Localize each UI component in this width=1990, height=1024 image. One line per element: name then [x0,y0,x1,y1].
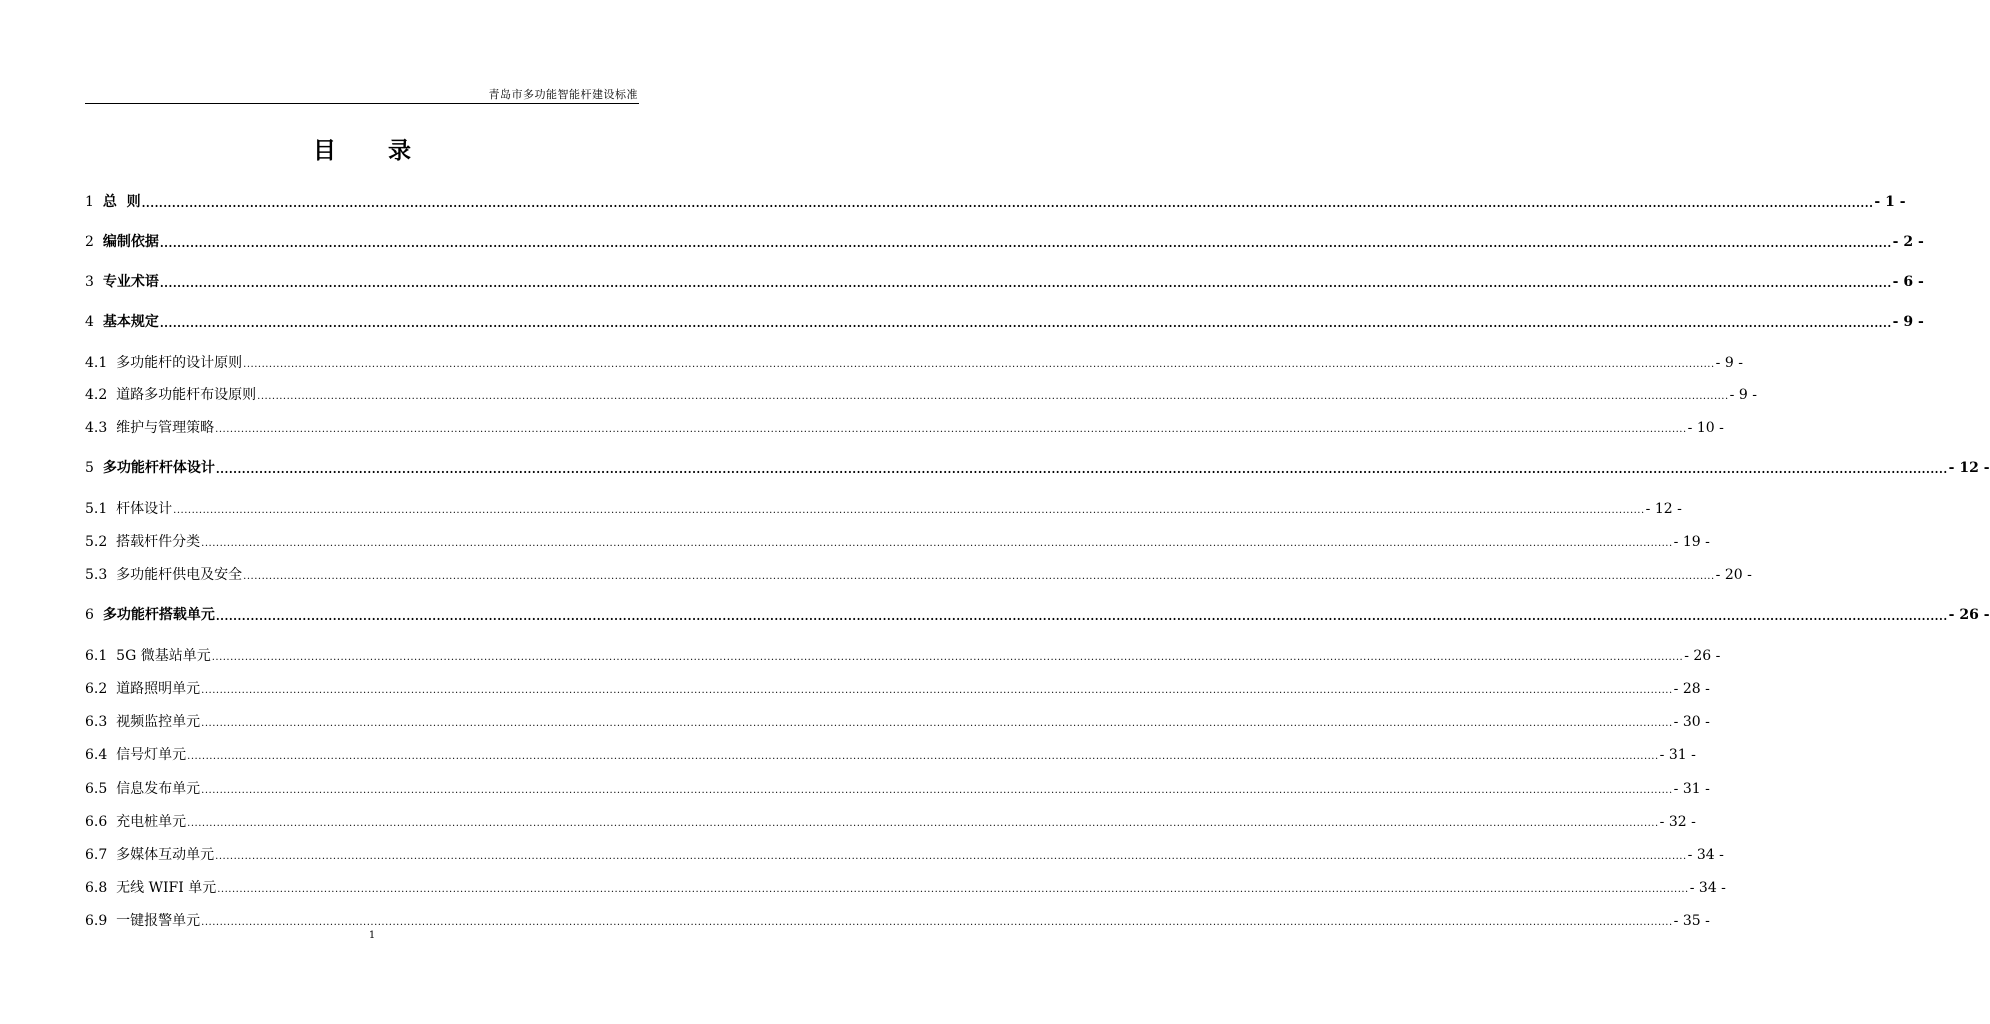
toc-entry-number: 6.7 [85,847,108,863]
toc-entry[interactable] [85,676,1710,698]
toc-entry-number: 6.8 [85,880,108,896]
toc-entry-label: 充电桩单元 [116,814,187,830]
toc-title: 目 录 [312,138,433,164]
toc-entry[interactable] [85,908,1710,930]
header-title: 青岛市多功能智能杆建设标准 [488,88,638,101]
toc-entry-number: 4.1 [85,355,108,371]
toc-entry-page: - 6 - [1892,274,1924,290]
toc-leader-dots: ................................................................................................................................................................................................................................................................................................................................................................................................................ [173,505,1645,516]
toc-entry-label: 信息发布单元 [116,781,201,797]
toc-leader-dots: ................................................................................................................................................................................................................................................................................................................................................................................................................ [215,424,1687,435]
toc-leader-dots: ................................................................................................................................................................................................................................................................................................................................................................................................................ [159,237,1892,250]
toc-entry-page: - 28 - [1673,681,1710,697]
toc-entry-label: 维护与管理策略 [116,420,215,436]
toc-entry-number: 5.1 [85,501,108,517]
toc-entry[interactable] [85,562,1752,584]
toc-entry[interactable] [85,809,1696,831]
toc-entry-page: - 9 - [1729,387,1757,403]
toc-leader-dots: ................................................................................................................................................................................................................................................................................................................................................................................................................ [201,685,1673,696]
toc-leader-dots: ................................................................................................................................................................................................................................................................................................................................................................................................................ [187,818,1659,829]
toc-entry[interactable] [85,602,1990,624]
toc-entry-label: 多功能杆搭载单元 [102,607,215,623]
toc-leader-dots: ................................................................................................................................................................................................................................................................................................................................................................................................................ [201,538,1673,549]
toc-entry[interactable] [85,229,1924,251]
toc-entry-page: - 26 - [1684,648,1721,664]
toc-entry-page: - 35 - [1673,913,1710,929]
toc-entry-label: 道路多功能杆布设原则 [116,387,257,403]
toc-entry[interactable] [85,309,1924,331]
toc-entry-page: - 9 - [1715,355,1743,371]
toc-entry-number: 6.1 [85,648,108,664]
toc-leader-dots: ................................................................................................................................................................................................................................................................................................................................................................................................................ [201,917,1673,928]
toc-entry-number: 6 [85,607,94,623]
toc-leader-dots: ................................................................................................................................................................................................................................................................................................................................................................................................................ [257,391,1729,402]
toc-leader-dots: ................................................................................................................................................................................................................................................................................................................................................................................................................ [141,197,1874,210]
toc-entry-number: 5.2 [85,534,108,550]
toc-entry-label: 无线 WIFI 单元 [116,880,217,896]
toc-entry[interactable] [85,643,1721,665]
toc-entry-page: - 10 - [1687,420,1724,436]
toc-leader-dots: ................................................................................................................................................................................................................................................................................................................................................................................................................ [215,851,1687,862]
toc-entry-label: 道路照明单元 [116,681,201,697]
toc-leader-dots: ................................................................................................................................................................................................................................................................................................................................................................................................................ [211,652,1684,663]
toc-entry[interactable] [85,350,1743,372]
toc-entry-page: - 20 - [1715,567,1752,583]
toc-leader-dots: ................................................................................................................................................................................................................................................................................................................................................................................................................ [215,610,1948,623]
toc-entry-number: 6.6 [85,814,108,830]
toc-entry-number: 4 [85,314,94,330]
toc-leader-dots: ................................................................................................................................................................................................................................................................................................................................................................................................................ [159,277,1892,290]
toc-entry-page: - 1 - [1874,194,1906,210]
toc-leader-dots: ................................................................................................................................................................................................................................................................................................................................................................................................................ [215,463,1948,476]
toc-entry-number: 2 [85,234,94,250]
toc-entry[interactable] [85,455,1990,477]
toc-entry-label: 多媒体互动单元 [116,847,215,863]
toc-entry[interactable] [85,269,1924,291]
toc-entry-page: - 26 - [1948,607,1990,623]
toc-entry[interactable] [85,415,1724,437]
toc-entry-number: 4.3 [85,420,108,436]
toc-entry-label: 专业术语 [102,274,159,290]
toc-leader-dots: ................................................................................................................................................................................................................................................................................................................................................................................................................ [243,571,1715,582]
toc-entry[interactable] [85,709,1710,731]
toc-entry-page: - 19 - [1673,534,1710,550]
toc-leader-dots: ................................................................................................................................................................................................................................................................................................................................................................................................................ [217,884,1689,895]
toc-entry-label: 多功能杆的设计原则 [116,355,243,371]
toc-entry-page: - 34 - [1689,880,1726,896]
toc-entry-page: - 31 - [1659,747,1696,763]
toc-entry-label: 编制依据 [102,234,159,250]
toc-entry-number: 6.2 [85,681,108,697]
toc-entry[interactable] [85,496,1682,518]
toc-entry[interactable] [85,875,1726,897]
toc-leader-dots: ................................................................................................................................................................................................................................................................................................................................................................................................................ [201,718,1673,729]
toc-entry-label: 基本规定 [102,314,159,330]
toc-entry-number: 1 [85,194,94,210]
toc-leader-dots: ................................................................................................................................................................................................................................................................................................................................................................................................................ [201,785,1673,796]
toc-entry[interactable] [85,742,1696,764]
toc-entry-label: 信号灯单元 [116,747,187,763]
toc-entry-label: 5G 微基站单元 [116,648,211,664]
toc-entry-page: - 9 - [1892,314,1924,330]
toc-entry-number: 5.3 [85,567,108,583]
toc-entry-label: 杆体设计 [116,501,173,517]
toc-entry-number: 6.4 [85,747,108,763]
toc-entry-page: - 30 - [1673,714,1710,730]
toc-leader-dots: ................................................................................................................................................................................................................................................................................................................................................................................................................ [243,359,1715,370]
toc-entry-page: - 34 - [1687,847,1724,863]
toc-entry-page: - 2 - [1892,234,1924,250]
toc-entry-number: 3 [85,274,94,290]
toc-entry-page: - 12 - [1948,460,1990,476]
toc-entry[interactable] [85,842,1724,864]
toc-entry-label: 多功能杆供电及安全 [116,567,243,583]
toc-entry-label: 总 则 [102,194,141,210]
toc-entry-number: 5 [85,460,94,476]
toc-leader-dots: ................................................................................................................................................................................................................................................................................................................................................................................................................ [187,751,1659,762]
toc-entry-number: 4.2 [85,387,108,403]
toc-entry-number: 6.5 [85,781,108,797]
toc-entry-number: 6.3 [85,714,108,730]
toc-leader-dots: ................................................................................................................................................................................................................................................................................................................................................................................................................ [159,317,1892,330]
toc-entry-page: - 12 - [1645,501,1682,517]
toc-entry-label: 视频监控单元 [116,714,201,730]
toc-entry-page: - 31 - [1673,781,1710,797]
toc-entry[interactable] [85,776,1710,798]
toc-entry[interactable] [85,529,1710,551]
toc-entry[interactable] [85,382,1757,404]
toc-entry-number: 6.9 [85,913,108,929]
toc-entry[interactable] [85,189,1906,211]
page-number: 1 [368,930,376,941]
toc-entry-label: 一键报警单元 [116,913,201,929]
toc-entry-label: 多功能杆杆体设计 [102,460,215,476]
toc-entry-label: 搭载杆件分类 [116,534,201,550]
toc-entry-page: - 32 - [1659,814,1696,830]
